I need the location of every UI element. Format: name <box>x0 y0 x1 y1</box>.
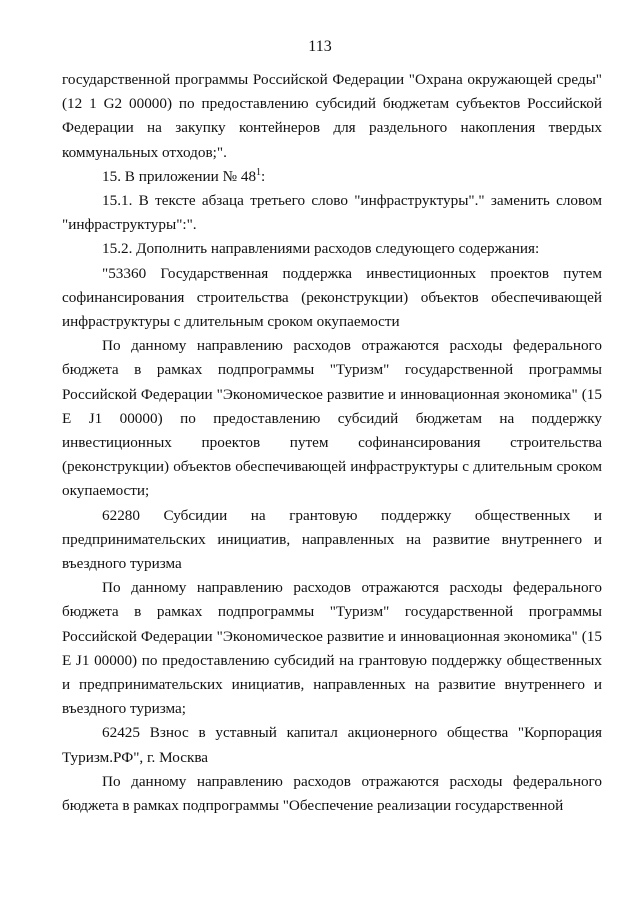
paragraph-item-15-1: 15.1. В тексте абзаца третьего слово "инфраструктуры"." заменить словом "инфраструктуры":". <box>62 192 602 234</box>
page-number: 113 <box>308 38 332 55</box>
paragraph-62280-description: По данному направлению расходов отражаются расходы федерального бюджета в рамках подпрограммы "Туризм" государственной программы Российской Федерации "Экономическое развитие и инновационная экономика" (15 Е J1 00000) по предоставлению субсидий на грантовую поддержку общественных и предпринимательских инициатив, направленных на развитие внутреннего и въездного туризма; <box>62 579 602 718</box>
document-body <box>62 68 602 818</box>
paragraph-program-continuation: государственной программы Российской Федерации "Охрана окружающей среды" (12 1 G2 00000) по предоставлению субсидий бюджетам субъектов Российской Федерации на закупку контейнеров для раздельного накопления твердых коммунальных отходов;". <box>62 71 602 161</box>
paragraph-53360-description: По данному направлению расходов отражаются расходы федерального бюджета в рамках подпрограммы "Туризм" государственной программы Российской Федерации "Экономическое развитие и инновационная экономика" (15 Е J1 00000) по предоставлению субсидий бюджетам на поддержку инвестиционных проектов путем софинансирования строительства (реконструкции) объектов обеспечивающей инфраструктуры с длительным сроком окупаемости; <box>62 337 602 500</box>
item-15-text: 15. В приложении № 48 <box>102 167 257 185</box>
item-15-superscript: 1 <box>256 166 262 178</box>
paragraph-code-53360: "53360 Государственная поддержка инвестиционных проектов путем софинансирования строительства (реконструкции) объектов обеспечивающей инфраструктуры с длительным сроком окупаемости <box>62 264 602 331</box>
paragraph-item-15-2: 15.2. Дополнить направлениями расходов следующего содержания: <box>102 240 540 258</box>
paragraph-item-15 <box>62 165 602 189</box>
item-15-colon: : <box>261 167 266 185</box>
paragraph-62425-description: По данному направлению расходов отражаются расходы федерального бюджета в рамках подпрограммы "Обеспечение реализации государственной <box>62 772 602 815</box>
paragraph-code-62425: 62425 Взнос в уставный капитал акционерного общества "Корпорация Туризм.РФ", г. Москва <box>62 724 602 766</box>
paragraph-code-62280: 62280 Субсидии на грантовую поддержку общественных и предпринимательских инициатив, направленных на развитие внутреннего и въездного туризма <box>62 506 602 573</box>
